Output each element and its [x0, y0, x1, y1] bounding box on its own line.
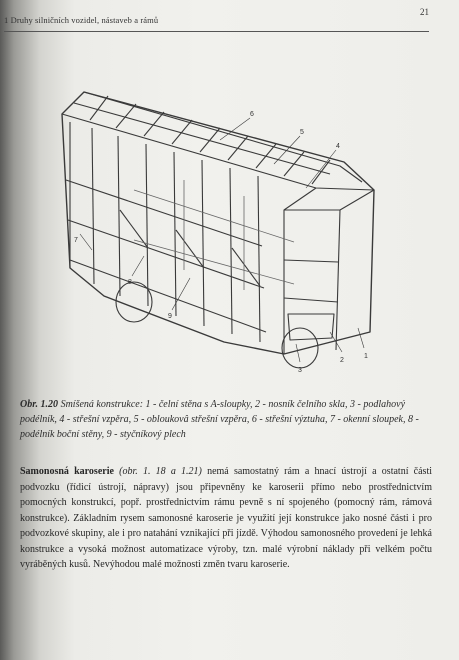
callout-3: 3	[298, 367, 302, 374]
figure-caption	[20, 397, 430, 442]
callout-8: 8	[128, 279, 132, 286]
body-paragraph	[20, 464, 432, 573]
paragraph-ref: (obr. 1. 18 a 1.21)	[119, 466, 202, 477]
callout-7: 7	[74, 237, 78, 244]
paragraph-text: nemá samostatný rám a hnací ústrojí a ostatní části podvozku (řídicí ústrojí, nápravy) jsou připevněny ke karoserii přímo nebo prostřednictvím pomocných konstrukcí, popř. prostřednictvím rámu pevně s ní spojeného (pomocný rám, rámová konstrukce). Základním rysem samonosné karoserie je využití její konstrukce jako nosné části i pro podvozkové skupiny, ale i pro natahání vznikající při jízdě. Výhodou samonosného provedení je lehká konstrukce a vysoká možnost automatizace výroby, tzn. malé výrobní náklady při velkém počtu vyráběných kusů. Nevýhodou malé možnosti změn tvaru karoserie.	[20, 466, 432, 570]
callout-4: 4	[336, 143, 340, 150]
caption-text: Smíšená konstrukce: 1 - čelní stěna s A-sloupky, 2 - nosník čelního skla, 3 - podlahový podélník, 4 - střešní vzpěra, 5 - obloukovâ střešní vzpěra, 6 - střešní výztuha, 7 - okenní sloupek, 8 - podélník boční stěny, 9 - styčníkový plech	[20, 399, 419, 440]
callout-9: 9	[168, 313, 172, 320]
callout-5: 5	[300, 129, 304, 136]
chapter-title: 1 Druhy silničních vozidel, nástaveb a rámů	[4, 15, 159, 25]
callout-6: 6	[250, 111, 254, 118]
figure-ref: Obr. 1.20	[20, 399, 59, 410]
callout-2: 2	[340, 357, 344, 364]
paragraph-term: Samonosná karoserie	[20, 466, 114, 477]
page-header	[4, 7, 429, 32]
bus-frame-illustration	[44, 70, 434, 380]
page-number: 21	[420, 7, 429, 17]
callout-1: 1	[364, 353, 368, 360]
